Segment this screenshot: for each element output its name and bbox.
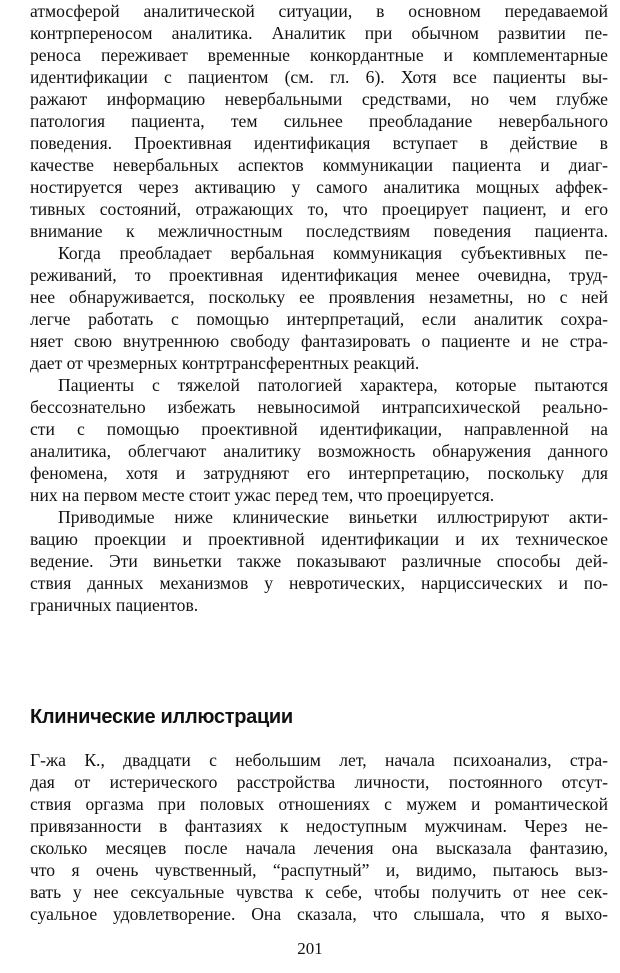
text-line: что я очень чувственный, “распутный” и, видимо, пытаюсь выз- xyxy=(30,860,608,880)
text-line: ствия данных механизмов у невротических, нарциссических и по- xyxy=(30,573,608,593)
text-line: ведение. Эти виньетки также показывают различные способы дей- xyxy=(30,551,608,571)
text-line: дает от чрезмерных контртрансферентных реакций. xyxy=(30,353,420,373)
page-number: 201 xyxy=(297,939,323,958)
text-line: легче работать с помощью интерпретаций, если аналитик сохра- xyxy=(30,309,608,329)
text-line: дая от истерического расстройства личности, постоянного отсут- xyxy=(30,772,608,792)
text-line: Пациенты с тяжелой патологией характера, которые пытаются xyxy=(58,375,608,395)
text-line: нее обнаруживается, поскольку ее проявления незаметны, но с ней xyxy=(30,287,608,307)
text-line: ностируется через активацию у самого аналитика мощных аффек- xyxy=(30,177,608,197)
text-line: Г-жа К., двадцати с небольшим лет, начала психоанализ, стра- xyxy=(30,750,608,770)
section-heading: Клинические иллюстрации xyxy=(30,706,293,728)
text-line: реноса переживает временные конкордантные и комплементарные xyxy=(30,45,608,65)
text-line: феномена, хотя и затрудняют его интерпретацию, поскольку для xyxy=(30,463,608,483)
text-line: контрпереносом аналитика. Аналитик при обычном развитии пе- xyxy=(30,23,608,43)
text-line: вацию проекции и проективной идентификации и их техническое xyxy=(30,529,608,549)
text-line: идентификации с пациентом (см. гл. 6). Хотя все пациенты вы- xyxy=(30,67,608,87)
text-line: граничных пациентов. xyxy=(30,595,199,615)
text-line: реживаний, то проективная идентификация менее очевидна, труд- xyxy=(30,265,608,285)
text-line: вать у нее сексуальные чувства к себе, чтобы получить от нее сек- xyxy=(30,882,608,902)
text-line: Приводимые ниже клинические виньетки иллюстрируют акти- xyxy=(58,507,608,527)
text-line: Когда преобладает вербальная коммуникация субъективных пе- xyxy=(58,243,608,263)
text-line: бессознательно избежать невыносимой интрапсихической реально- xyxy=(30,397,608,417)
text-line: качестве невербальных аспектов коммуникации пациента и диаг- xyxy=(30,155,608,175)
text-line: патология пациента, тем сильнее преобладание невербального xyxy=(30,111,608,131)
text-line: ражают информацию невербальными средствами, но чем глубже xyxy=(30,89,608,109)
text-line: них на первом месте стоит ужас перед тем, что проецируется. xyxy=(30,485,495,505)
text-line: суальное удовлетворение. Она сказала, что слышала, что я выхо- xyxy=(30,904,608,924)
text-line: няет свою внутреннюю свободу фантазировать о пациенте и не стра- xyxy=(30,331,608,351)
text-line: поведения. Проективная идентификация вступает в действие в xyxy=(30,133,608,153)
text-line: тивных состояний, отражающих то, что проецирует пациент, и его xyxy=(30,199,608,219)
text-line: сколько месяцев после начала лечения она высказала фантазию, xyxy=(30,838,608,858)
text-line: привязанности в фантазиях к недоступным мужчинам. Через не- xyxy=(30,816,608,836)
text-line: аналитика, облегчают аналитику возможность обнаружения данного xyxy=(30,441,608,461)
text-line: внимание к межличностным последствиям поведения пациента. xyxy=(30,221,608,241)
text-line: ствия оргазма при половых отношениях с мужем и романтической xyxy=(30,794,608,814)
text-line: сти с помощью проективной идентификации, направленной на xyxy=(30,419,608,439)
text-line: атмосферой аналитической ситуации, в основном передаваемой xyxy=(30,1,608,21)
